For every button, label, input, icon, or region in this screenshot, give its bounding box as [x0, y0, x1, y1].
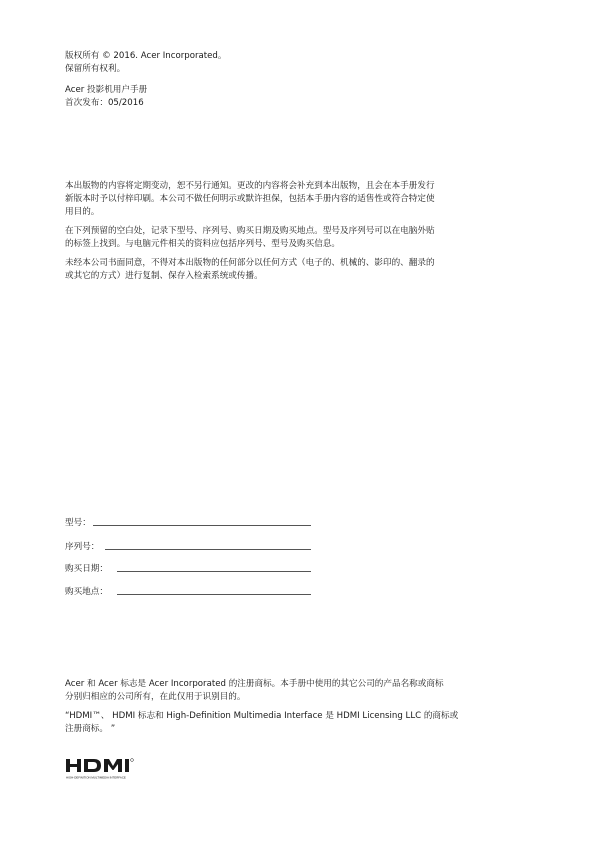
purchase-date-label: 购买日期：: [65, 564, 108, 574]
hdmi-trademark-paragraph: [65, 710, 525, 736]
text-line: 未经本公司书面同意，不得对本出版物的任何部分以任何方式（电子的、机械的、影印的、翻录的: [65, 258, 435, 268]
notice-block: [65, 180, 525, 289]
text-line: 在下列预留的空白处，记录下型号、序列号、购买日期及购买地点。型号及序列号可以在电脑外贴: [65, 226, 435, 236]
manual-title: Acer 投影机用户手册: [65, 85, 148, 95]
model-field: [65, 516, 91, 528]
text-line: 用目的。: [65, 207, 100, 217]
text-line: 分别归相应的公司所有，在此仅用于识别目的。: [65, 692, 246, 702]
record-info-paragraph: [65, 225, 525, 251]
purchase-date-blank-line: [117, 571, 311, 572]
text-line: Acer 和 Acer 标志是 Acer Incorporated 的注册商标。本手册中使用的其它公司的产品名称或商标: [65, 679, 444, 689]
purchase-place-field: [65, 585, 108, 597]
text-line: 本出版物的内容将定期变动，恕不另行通知。更改的内容将会补充到本出版物，且会在本手册发行: [65, 181, 435, 191]
copyright-line: 版权所有 © 2016. Acer Incorporated。: [65, 51, 227, 61]
text-line: 新版本时予以付梓印刷。本公司不做任何明示或默许担保，包括本手册内容的适售性或符合特定使: [65, 194, 435, 204]
model-blank-line: [93, 525, 311, 526]
change-notice-paragraph: [65, 180, 525, 219]
purchase-place-blank-line: [117, 594, 311, 595]
serial-label: 序列号：: [65, 542, 100, 552]
purchase-date-field: [65, 562, 108, 574]
reproduction-notice-paragraph: [65, 257, 525, 283]
acer-trademark-paragraph: [65, 678, 525, 704]
trademarks-block: [65, 678, 525, 742]
text-line: 注册商标。 ”: [65, 724, 116, 734]
serial-blank-line: [105, 549, 311, 550]
hdmi-tagline: HIGH-DEFINITION MULTIMEDIA INTERFACE: [66, 775, 126, 780]
text-line: 或其它的方式）进行复制、保存入检索系统或传播。: [65, 271, 263, 281]
purchase-place-label: 购买地点：: [65, 587, 108, 597]
first-release-date: 首次发布：05/2016: [65, 98, 144, 108]
model-label: 型号：: [65, 518, 91, 528]
copyright-block: [65, 50, 525, 76]
hdmi-logo: [65, 757, 155, 781]
text-line: “HDMI™、 HDMI 标志和 High-Definition Multimedia Interface 是 HDMI Licensing LLC 的商标或: [65, 711, 459, 721]
rights-reserved-line: 保留所有权利。: [65, 64, 126, 74]
text-line: 的标签上找到。与电脑元件相关的资料应包括序列号、型号及购买信息。: [65, 239, 341, 249]
serial-field: [65, 540, 99, 552]
manual-info-block: [65, 84, 525, 110]
